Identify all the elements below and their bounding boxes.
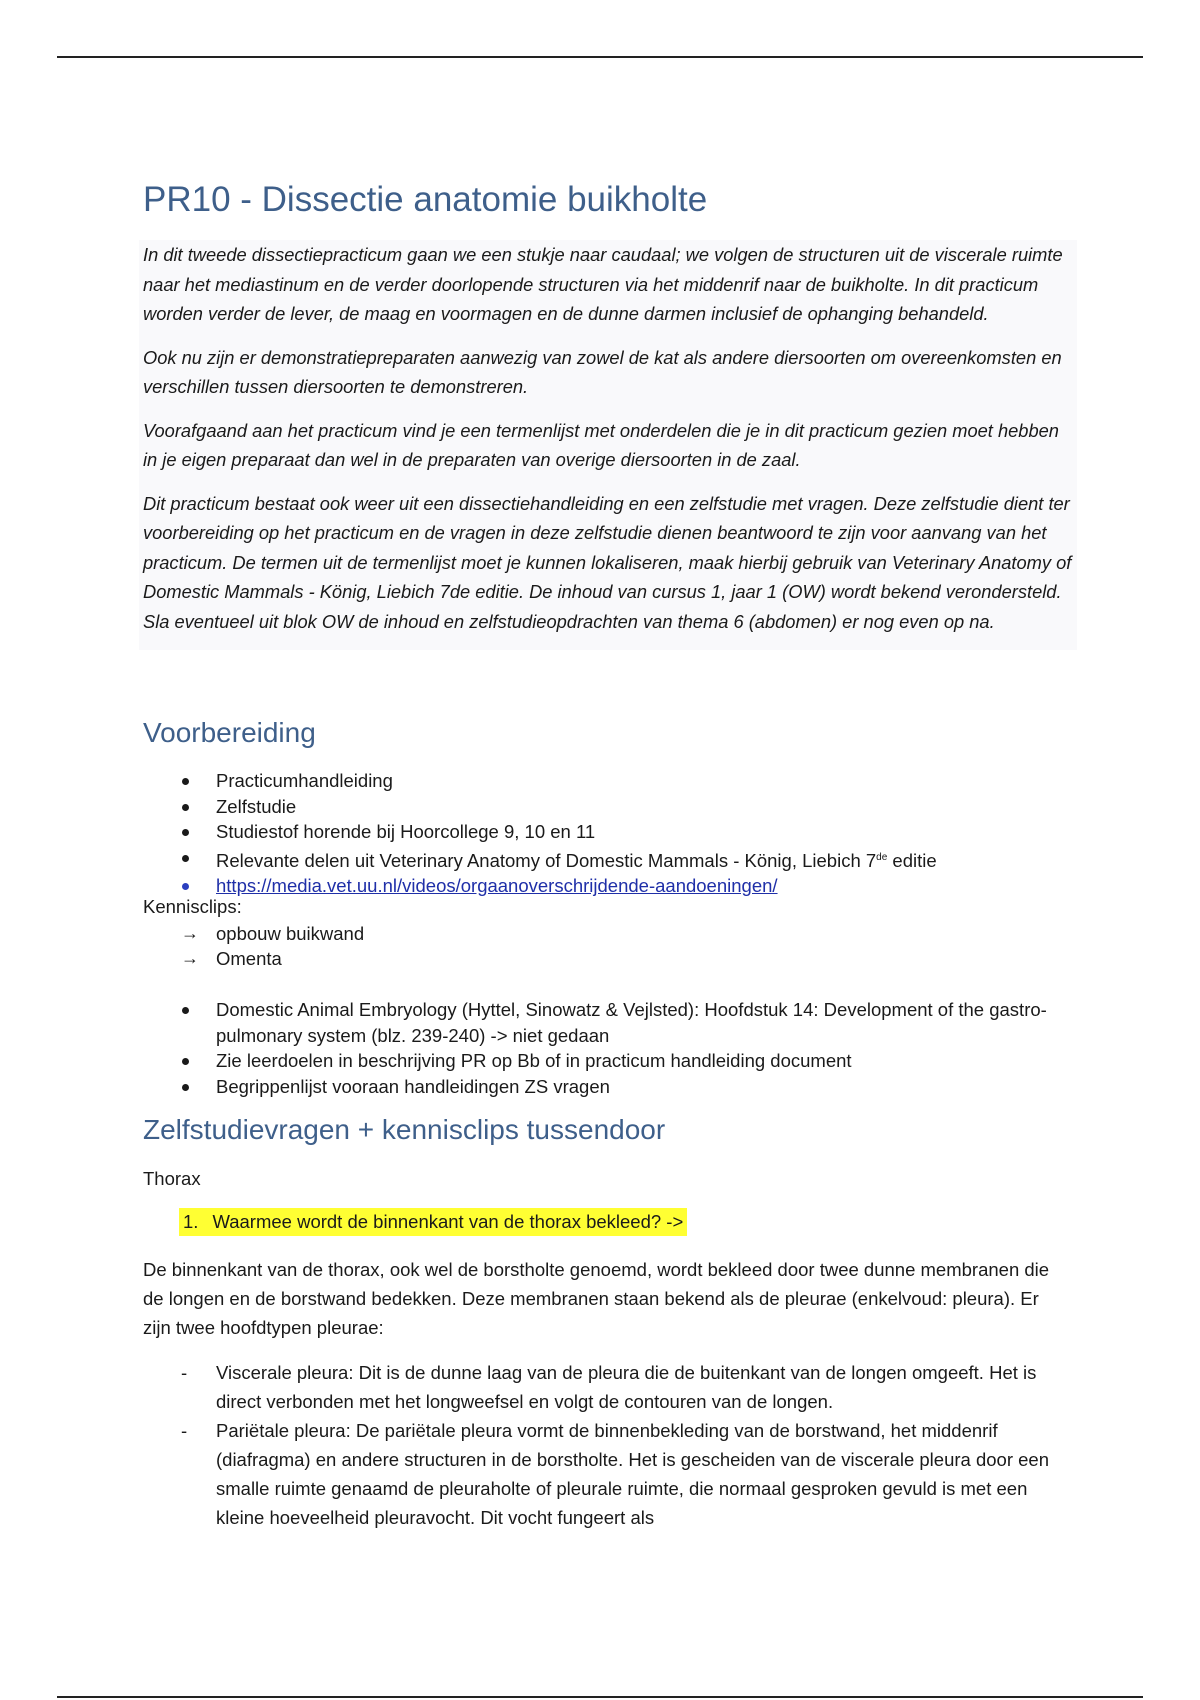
question-number: 1.	[183, 1211, 199, 1232]
superscript: de	[876, 851, 888, 863]
list-item-text: editie	[887, 849, 937, 871]
list-item	[143, 1358, 1063, 1416]
list-item-text: Practicumhandleiding	[216, 770, 393, 791]
list-item-text: Pariëtale pleura: De pariëtale pleura vormt de binnenbekleding van de borstwand, het middenrif (diafragma) en andere structuren in de borstholte. Het is gescheiden van de viscerale pleura door een smalle ruimte genaamd de pleuraholte of pleurale ruimte, die normaal gesproken gevuld is met een kleine hoeveelheid pleuravocht. Dit vocht fungeert als	[216, 1420, 1049, 1528]
list-item	[143, 794, 1063, 820]
intro-paragraph: Dit practicum bestaat ook weer uit een dissectiehandleiding en een zelfstudie met vragen. Deze zelfstudie dient ter voorbereiding op het practicum en de vragen in deze zelfstudie dienen beantwoord te zijn voor aanvang van het practicum. De termen uit de termenlijst moet je kunnen lokaliseren, maak hierbij gebruik van Veterinary Anatomy of Domestic Mammals - König, Liebich 7de editie. De inhoud van cursus 1, jaar 1 (OW) wordt bekend verondersteld. Sla eventueel uit blok OW de inhoud en zelfstudieopdrachten van thema 6 (abdomen) er nog even op na.	[143, 492, 1072, 632]
kennisclips-list	[143, 921, 364, 971]
bullet-icon	[182, 804, 189, 811]
preparation-list	[143, 768, 1063, 899]
preparation-list-2	[143, 997, 1063, 1099]
document-title: PR10 - Dissectie anatomie buikholte	[143, 180, 708, 219]
bullet-icon	[182, 829, 189, 836]
header-rule	[57, 56, 1143, 58]
bullet-icon	[182, 778, 189, 785]
list-item-text: Zie leerdoelen in beschrijving PR op Bb of in practicum handleiding document	[216, 1050, 852, 1071]
bullet-icon	[182, 1084, 189, 1091]
list-item-text: Domestic Animal Embryology (Hyttel, Sinowatz & Vejlsted): Hoofdstuk 14: Development of the gastro-pulmonary system (blz. 239-240) -> niet gedaan	[216, 999, 1047, 1046]
list-item	[143, 845, 1063, 874]
list-item-text: Zelfstudie	[216, 795, 297, 817]
highlighted-question	[179, 1208, 687, 1236]
list-item	[143, 1074, 1063, 1100]
bullet-icon	[182, 883, 189, 890]
intro-paragraph: Voorafgaand aan het practicum vind je een termenlijst met onderdelen die je in dit practicum gezien moet hebben in je eigen preparaat dan wel in de preparaten van overige diersoorten in de zaal.	[143, 419, 1059, 470]
list-item	[143, 997, 1063, 1048]
list-item	[143, 946, 364, 971]
arrow-right-icon: →	[181, 948, 199, 968]
dash-icon: -	[181, 1362, 188, 1383]
video-link[interactable]: https://media.vet.uu.nl/videos/orgaanoverschrijdende-aandoeningen/	[216, 875, 778, 897]
answer-paragraph: De binnenkant van de thorax, ook wel de borstholte genoemd, wordt bekleed door twee dunne membranen die de longen en de borstwand bedekken. Deze membranen staan bekend als de pleurae (enkelvoud: pleura). Er zijn twee hoofdtypen pleurae:	[143, 1259, 1050, 1338]
intro-paragraph: In dit tweede dissectiepracticum gaan we een stukje naar caudaal; we volgen de structuren uit de viscerale ruimte naar het mediastinum en de verder doorlopende structuren via het middenrif naar de buikholte. In dit practicum worden verder de lever, de maag en voormagen en de dunne darmen inclusief de ophanging behandeld.	[143, 244, 1063, 324]
section-label: Thorax	[143, 1168, 201, 1189]
bullet-icon	[182, 1007, 189, 1014]
list-item-text: Begrippenlijst vooraan handleidingen ZS vragen	[216, 1075, 610, 1097]
list-item	[143, 873, 1063, 899]
heading-voorbereiding: Voorbereiding	[143, 717, 316, 748]
list-item	[143, 921, 364, 946]
footer-rule	[57, 1696, 1143, 1698]
dash-icon: -	[181, 1420, 188, 1441]
list-item	[143, 1048, 1063, 1074]
list-item-text: Studiestof horende bij Hoorcollege 9, 10 en 11	[216, 821, 596, 842]
bullet-icon	[182, 855, 189, 862]
list-item-text: Omenta	[216, 948, 282, 969]
list-item-text: Viscerale pleura: Dit is de dunne laag van de pleura die de buitenkant van de longen omgeeft. Het is direct verbonden met het longweefsel en volgt de contouren van de longen.	[216, 1362, 1037, 1412]
list-item-text: opbouw buikwand	[216, 923, 365, 944]
list-item	[143, 819, 1063, 845]
list-item	[143, 768, 1063, 794]
list-item-text: Relevante delen uit Veterinary Anatomy of Domestic Mammals - König, Liebich 7	[216, 849, 877, 871]
intro-paragraph: Ook nu zijn er demonstratiepreparaten aanwezig van zowel de kat als andere diersoorten om overeenkomsten en verschillen tussen diersoorten te demonstreren.	[143, 346, 1062, 397]
heading-zelfstudie: Zelfstudievragen + kennisclips tussendoor	[143, 1114, 666, 1145]
list-item	[143, 1416, 1063, 1532]
pleura-list	[143, 1358, 1063, 1532]
intro-block	[139, 240, 1077, 650]
kennisclips-label: Kennisclips:	[143, 896, 242, 917]
question-text: Waarmee wordt de binnenkant van de thorax bekleed? ->	[212, 1211, 684, 1232]
bullet-icon	[182, 1058, 189, 1065]
arrow-right-icon: →	[181, 923, 199, 943]
